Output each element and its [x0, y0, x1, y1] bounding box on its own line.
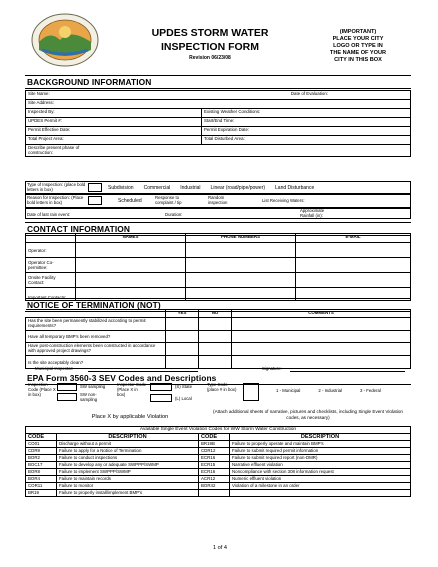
not-question: Have all temporary BMP's been removed?	[26, 331, 166, 343]
col-comments: COMMENTS	[232, 310, 411, 318]
contact-cell[interactable]	[296, 258, 411, 273]
not-question: Is the site acceptably clean?	[26, 356, 166, 369]
sw-non-sampling-label: SW non-sampling	[80, 392, 98, 402]
permit-exp-label: Permit Expiration Date:	[204, 127, 250, 132]
form-title-line1: UPDES STORM WATER	[151, 27, 269, 39]
rain-row	[25, 208, 411, 219]
col-code-right: CODE	[199, 434, 230, 441]
sw-sampling-box[interactable]	[57, 383, 77, 391]
code-cell: BOC17	[26, 462, 57, 469]
type-municipal: 1 - Municipal	[276, 388, 301, 393]
not-no-cell[interactable]	[199, 356, 232, 369]
not-comment-cell[interactable]	[232, 331, 411, 343]
desc-cell: Narrative effluent violation	[230, 462, 411, 469]
reason-response: Response to complaint / tip	[155, 195, 182, 205]
code-cell: BOR42	[199, 483, 230, 490]
code-cell: ACR12	[199, 476, 230, 483]
logo-note-line: PLACE YOUR CITY	[332, 36, 384, 42]
code-cell: ECR16	[199, 469, 230, 476]
weather-label: Existing Weather Conditions:	[204, 109, 261, 114]
background-grid	[25, 90, 411, 157]
inspected-by-field[interactable]	[26, 109, 202, 118]
site-address-label: Site Address:	[28, 100, 54, 105]
state-label: (S) State	[175, 384, 192, 389]
desc-cell: Failure to apply for a Notice of Termination	[57, 448, 199, 455]
col-desc-left: DESCRIPTION	[57, 434, 199, 441]
logo-instructions	[318, 29, 398, 64]
page-number: 1 of 4	[213, 545, 227, 551]
sw-non-sampling-box[interactable]	[57, 393, 77, 401]
col-names: NAMES	[76, 234, 186, 243]
not-comment-cell[interactable]	[232, 318, 411, 331]
place-x-text: Place X by applicable Violation	[91, 414, 169, 420]
desc-cell: Numeric effluent violation	[230, 476, 411, 483]
permit-no-field[interactable]	[26, 118, 202, 127]
desc-cell: Failure to submit required report (non-DMR)	[230, 455, 411, 462]
type-inspection-label: Type of Inspection: (place bold letters in box)	[27, 182, 86, 192]
type-inspection-box[interactable]	[88, 183, 102, 192]
violation-table	[25, 426, 411, 497]
municipal-inspector-label: Municipal Inspector:	[35, 366, 74, 371]
not-no-cell[interactable]	[199, 318, 232, 331]
attach-note: (Attach additional sheets of narrative, pictures and checklists, including Single Event Violation codes, as necessary)	[213, 409, 403, 420]
desc-cell: Failure to develop any or adequate SWPPP/SWMP	[57, 462, 199, 469]
contact-row-label: Important Contacts:	[26, 288, 76, 301]
code-cell: BOR4	[26, 476, 57, 483]
contact-row-label: Operator Co-permittee:	[26, 258, 76, 273]
revision-text: Revision 06/23/08	[189, 55, 231, 61]
desc-cell: Failure to properly operate and maintain BMP's	[230, 441, 411, 448]
code-cell: CO01	[26, 441, 57, 448]
desc-cell: Discharge without a permit	[57, 441, 199, 448]
not-yes-cell[interactable]	[166, 331, 199, 343]
weather-field[interactable]	[202, 109, 411, 118]
termination-table	[25, 309, 411, 369]
desc-cell	[230, 490, 411, 497]
desc-cell: Failure to implement SWPPP/SWMP	[57, 469, 199, 476]
type-subdivision: Subdivision	[108, 185, 134, 191]
col-code-left: CODE	[26, 434, 57, 441]
inspected-by-label: Inspected By:	[28, 109, 55, 114]
site-name-label: Site Name:	[28, 91, 50, 96]
not-question: Has the site been permanently stabilized according to permit requirements?	[26, 318, 166, 331]
total-disturbed-label: Total Disturbed Area:	[204, 136, 245, 141]
contact-cell[interactable]	[76, 273, 186, 288]
type-linear: Linear (road/pipe/power)	[210, 185, 266, 191]
contact-row-label: Onsite Facility Contact:	[26, 273, 76, 288]
type-code-label: Type Code (place # in box)	[207, 382, 237, 392]
desc-cell: Failure to submit required permit information	[230, 448, 411, 455]
total-project-label: Total Project Area:	[28, 136, 64, 141]
code-cell: BR19B	[199, 441, 230, 448]
site-address-field[interactable]	[26, 100, 411, 109]
reason-random: Random inspection	[208, 195, 228, 205]
sw-sampling-label: SW sampling	[80, 384, 106, 389]
local-label: (L) Local	[175, 396, 192, 401]
epa-heading: EPA Form 3560-3 SEV Codes and Descriptions	[25, 372, 411, 385]
contact-cell[interactable]	[76, 243, 186, 258]
not-comment-cell[interactable]	[232, 343, 411, 356]
contact-cell[interactable]	[296, 243, 411, 258]
permit-exp-field[interactable]	[202, 127, 411, 136]
col-desc-right: DESCRIPTION	[230, 434, 411, 441]
contact-table	[25, 233, 411, 301]
logo-note-line: CITY IN THIS BOX	[334, 57, 382, 63]
type-land-disturbance: Land Disturbance	[275, 185, 315, 191]
logo-note-line: LOGO OR TYPE IN	[333, 43, 383, 49]
code-cell: BR19	[26, 490, 57, 497]
code-cell: BOR2	[26, 455, 57, 462]
code-cell: BOR8	[26, 469, 57, 476]
signature-label: Signature:	[262, 366, 282, 371]
duration-label: Duration:	[165, 212, 183, 217]
col-yes: YES	[166, 310, 199, 318]
site-name-field[interactable]	[26, 91, 411, 100]
reason-box[interactable]	[88, 196, 102, 205]
not-yes-cell[interactable]	[166, 343, 199, 356]
logo-note-line: (IMPORTANT)	[339, 29, 377, 35]
contact-cell[interactable]	[186, 243, 296, 258]
type-code-options	[276, 388, 416, 393]
desc-cell: Failure to maintain records	[57, 476, 199, 483]
contact-row-label: Operator:	[26, 243, 76, 258]
permit-no-label: UPDES Permit #:	[28, 118, 62, 123]
type-industrial: 2 - Industrial	[318, 388, 343, 393]
permit-eff-label: Permit Effective Date:	[28, 127, 71, 132]
type-code-box[interactable]	[243, 383, 259, 401]
type-options	[108, 185, 408, 191]
not-yes-cell[interactable]	[166, 356, 199, 369]
inspection-code-label: Inspection Code (Place X in box)	[28, 382, 56, 397]
code-cell: ECR15	[199, 462, 230, 469]
phase-field[interactable]	[26, 145, 411, 157]
contact-heading: CONTACT INFORMATION	[25, 222, 411, 236]
inspector-code-label: Inspector Code (Place X in box)	[117, 382, 147, 397]
not-no-cell[interactable]	[199, 331, 232, 343]
termination-heading: NOTICE OF TERMINATION (NOT)	[25, 298, 411, 312]
contact-cell[interactable]	[296, 273, 411, 288]
contact-cell[interactable]	[76, 258, 186, 273]
contact-cell[interactable]	[186, 258, 296, 273]
rainfall-label: Approximate Rainfall (in):	[300, 208, 325, 218]
city-logo	[30, 12, 100, 68]
local-box[interactable]	[150, 394, 172, 402]
type-federal: 3 - Federal	[360, 388, 381, 393]
violation-table-title: Available Single Event Violation Codes for WW Storm Water Construction	[26, 427, 411, 434]
code-cell	[199, 490, 230, 497]
permit-eff-field[interactable]	[26, 127, 202, 136]
reason-label: Reason for Inspection: (Place bold letters in box)	[27, 195, 84, 205]
logo-note-line: THE NAME OF YOUR	[329, 50, 387, 56]
start-end-label: Start/End Time:	[204, 118, 235, 123]
start-end-field[interactable]	[202, 118, 411, 127]
reason-scheduled: Scheduled	[118, 198, 142, 204]
state-box[interactable]	[150, 383, 172, 391]
total-project-field[interactable]	[26, 136, 202, 145]
not-no-cell[interactable]	[199, 343, 232, 356]
last-rain-label: Date of last rain event:	[27, 212, 70, 217]
contact-cell[interactable]	[186, 273, 296, 288]
not-yes-cell[interactable]	[166, 318, 199, 331]
background-heading: BACKGROUND INFORMATION	[25, 75, 411, 89]
type-commercial: Commercial	[143, 185, 171, 191]
code-cell: ECR16	[199, 455, 230, 462]
phase-label: Describe present phase of construction:	[28, 145, 80, 155]
code-cell: COR11	[26, 483, 57, 490]
receiving-waters-label: List Receiving Waters:	[262, 198, 305, 203]
form-title-line2: INSPECTION FORM	[160, 41, 259, 53]
col-phone: PHONE NUMBERS	[186, 234, 296, 243]
desc-cell: Violation of a milestone in an order	[230, 483, 411, 490]
not-comment-cell[interactable]	[232, 356, 411, 369]
col-email: E-MAIL	[296, 234, 411, 243]
date-eval-label: Date of Evaluation:	[290, 91, 328, 96]
desc-cell: Noncompliance with section 308 information request	[230, 469, 411, 476]
code-cell: CDR12	[199, 448, 230, 455]
desc-cell: Failure to monitor	[57, 483, 199, 490]
type-industrial: Industrial	[180, 185, 201, 191]
code-cell: CDR9	[26, 448, 57, 455]
col-no: NO	[199, 310, 232, 318]
desc-cell: Failure to conduct inspections	[57, 455, 199, 462]
desc-cell: Failure to properly install/implement BMP's	[57, 490, 199, 497]
total-disturbed-field[interactable]	[202, 136, 411, 145]
not-question: Have post-construction elements been constructed in accordance with approved project drawings?	[26, 343, 166, 356]
